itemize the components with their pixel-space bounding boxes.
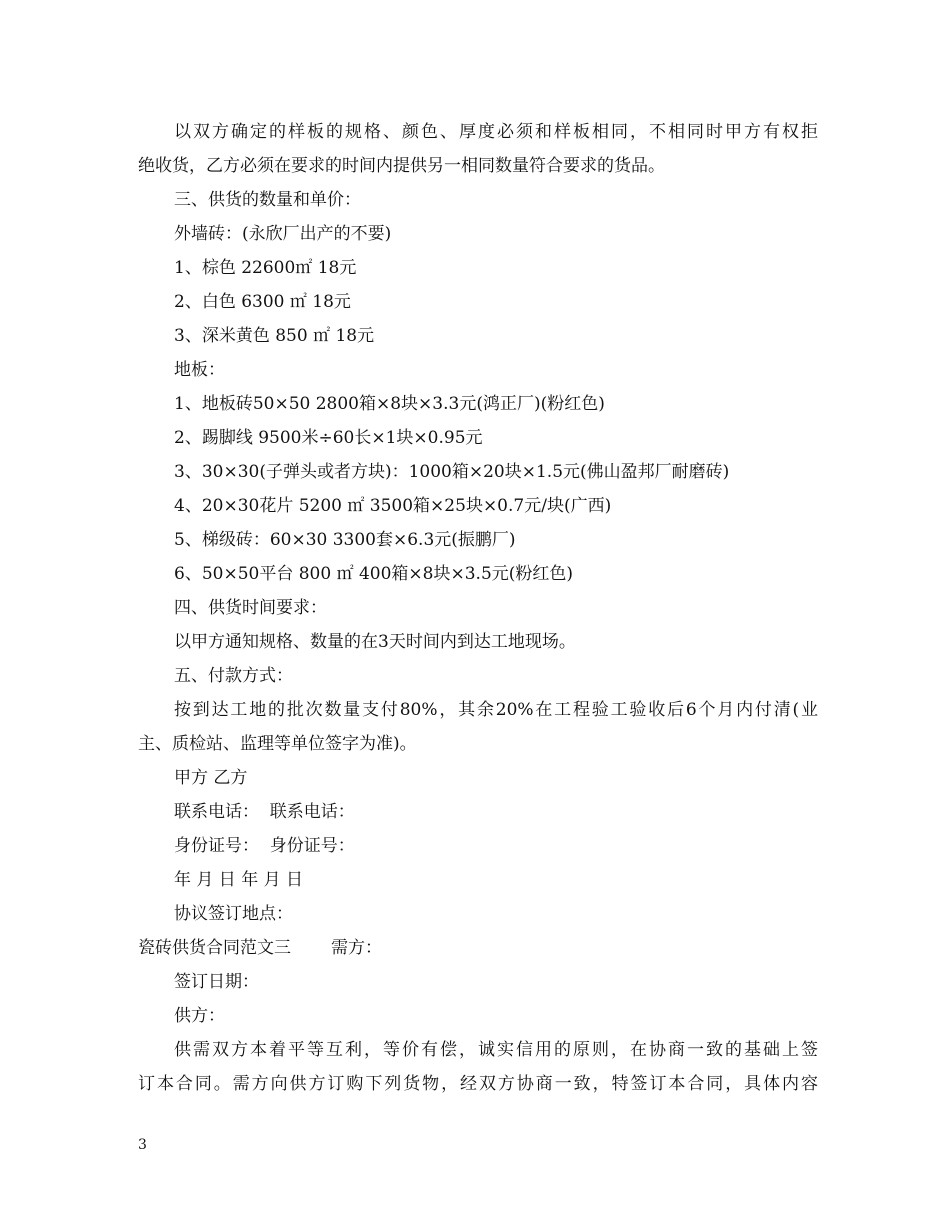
paragraph-line: 以甲方通知规格、数量的在3天时间内到达工地现场。 <box>174 632 576 652</box>
paragraph-line: 供需双方本着平等互利，等价有偿，诚实信用的原则，在协商一致的基础上签 <box>174 1040 818 1060</box>
paragraph-line: 外墙砖：(永欣厂出产的不要) <box>174 224 392 244</box>
section-heading: 五、付款方式： <box>174 666 293 686</box>
list-item: 2、踢脚线 9500米÷60长×1块×0.95元 <box>174 428 483 448</box>
section-heading: 四、供货时间要求： <box>174 598 327 618</box>
list-item: 6、50×50平台 800 ㎡ 400箱×8块×3.5元(粉红色) <box>174 564 574 584</box>
list-item: 3、深米黄色 850 ㎡ 18元 <box>174 326 375 346</box>
buyer-label: 需方： <box>331 938 382 958</box>
list-item: 4、20×30花片 5200 ㎡ 3500箱×25块×0.7元/块(广西) <box>174 496 612 516</box>
document-title-line <box>138 931 818 965</box>
paragraph-line: 签订日期： <box>174 972 259 992</box>
list-item: 5、梯级砖：60×30 3300套×6.3元(振鹏厂) <box>174 530 516 550</box>
signature-line: 年 月 日 年 月 日 <box>174 870 304 890</box>
signature-line: 甲方 乙方 <box>174 768 248 788</box>
signature-line: 身份证号： 身份证号： <box>174 836 355 856</box>
paragraph-line: 订本合同。需方向供方订购下列货物，经双方协商一致，特签订本合同，具体内容 <box>138 1074 818 1094</box>
document-title: 瓷砖供货合同范文三 <box>138 938 291 958</box>
paragraph-line: 以双方确定的样板的规格、颜色、厚度必须和样板相同，不相同时甲方有权拒 <box>174 122 818 142</box>
paragraph-line: 按到达工地的批次数量支付80%，其余20%在工程验工验收后6个月内付清(业 <box>174 700 818 720</box>
section-heading: 三、供货的数量和单价： <box>174 190 361 210</box>
signature-line: 联系电话： 联系电话： <box>174 802 355 822</box>
paragraph-line: 地板： <box>174 360 225 380</box>
list-item: 2、白色 6300 ㎡ 18元 <box>174 292 351 312</box>
document-body <box>138 115 818 1101</box>
list-item: 3、30×30(子弹头或者方块)：1000箱×20块×1.5元(佛山盈邦厂耐磨砖) <box>174 462 730 482</box>
paragraph-line: 供方： <box>174 1006 225 1026</box>
list-item: 1、地板砖50×50 2800箱×8块×3.3元(鸿正厂)(粉红色) <box>174 394 605 414</box>
page-number: 3 <box>138 1137 147 1153</box>
list-item: 1、棕色 22600㎡ 18元 <box>174 258 357 278</box>
signature-line: 协议签订地点： <box>174 904 293 924</box>
paragraph-line: 主、质检站、监理等单位签字为准)。 <box>138 734 417 754</box>
paragraph-line: 绝收货，乙方必须在要求的时间内提供另一相同数量符合要求的货品。 <box>138 156 665 176</box>
